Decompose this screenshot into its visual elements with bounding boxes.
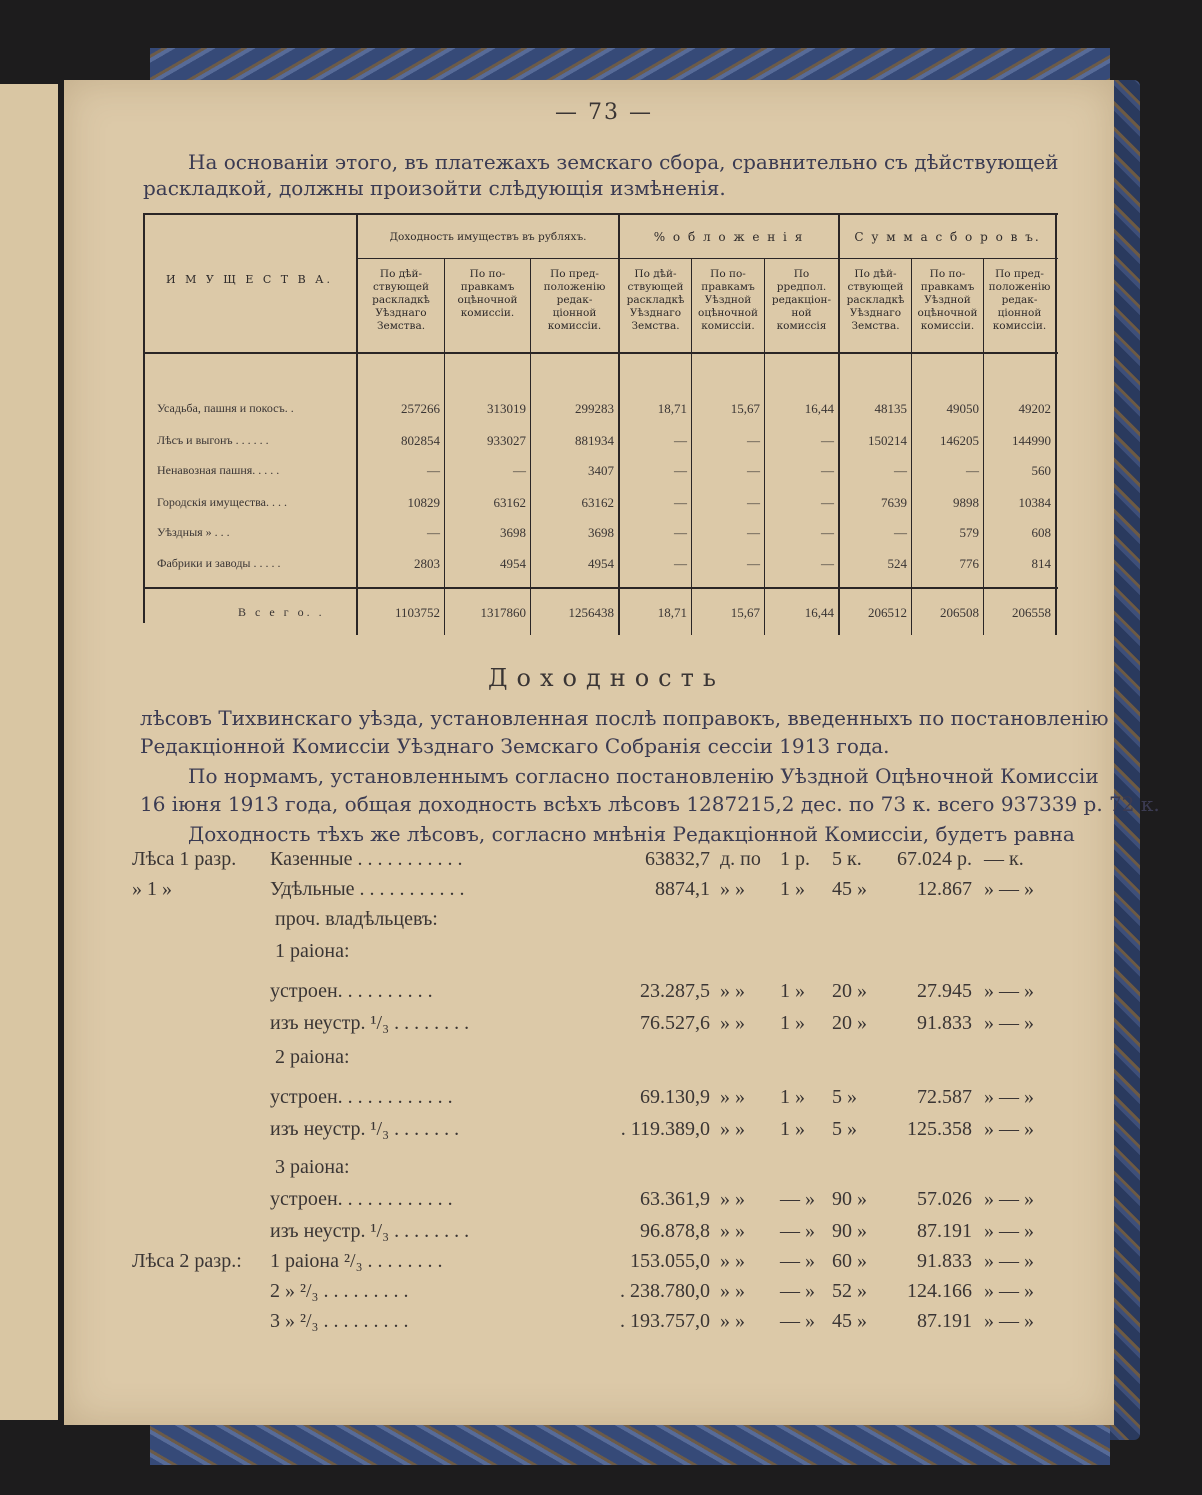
forest-unit: » »: [720, 1250, 745, 1272]
forest-rubles: 1 »: [780, 980, 805, 1002]
table-cell: —: [747, 556, 760, 571]
forest-kopecks: 90 »: [832, 1220, 867, 1242]
total-cell: 15,67: [730, 605, 760, 620]
table-cell: 146205: [940, 433, 979, 448]
total-cell: 206508: [940, 605, 979, 620]
table-cell: 881934: [575, 433, 614, 448]
forest-area: . 193.757,0: [620, 1310, 710, 1332]
forest-tail: » — »: [984, 1220, 1034, 1242]
table-cell: 10829: [407, 495, 440, 510]
table-cell: —: [821, 463, 834, 478]
table-cell: 144990: [1012, 433, 1051, 448]
forest-rubles: 1 »: [780, 878, 805, 900]
table-cell: 18,71: [657, 401, 687, 416]
forest-area: 23.287,5: [640, 980, 710, 1002]
forest-category: Лѣса 2 разр.:: [132, 1250, 242, 1272]
p2-line-2: 16 іюня 1913 года, общая доходность всѣхъ лѣсовъ 1287215,2 дес. по 73 к. всего 937339 р. 72 к.: [140, 792, 1160, 816]
table-cell: 48135: [874, 401, 907, 416]
forest-kopecks: 20 »: [832, 1012, 867, 1034]
forest-kopecks: 45 »: [832, 1310, 867, 1332]
forest-kopecks: 5 к.: [832, 848, 862, 870]
forest-unit: » »: [720, 1220, 745, 1242]
property-table: [143, 213, 1058, 635]
forest-unit: » »: [720, 1086, 745, 1108]
forest-sum: 91.833: [917, 1250, 972, 1272]
forest-item: 1 раіона:: [275, 940, 350, 962]
forest-tail: — к.: [984, 848, 1024, 870]
forest-tail: » — »: [984, 1118, 1034, 1140]
forest-rubles: — »: [780, 1310, 815, 1332]
table-cell: —: [674, 525, 687, 540]
table-cell: —: [674, 433, 687, 448]
group-header-income: Доходность имуществъ въ рубляхъ.: [389, 231, 587, 243]
forest-sum: 72.587: [917, 1086, 972, 1108]
forest-sum: 67.024 р.: [897, 848, 972, 870]
forest-tail: » — »: [984, 1086, 1034, 1108]
forest-area: . 238.780,0: [620, 1280, 710, 1302]
forest-kopecks: 20 »: [832, 980, 867, 1002]
forest-category: Лѣса 1 разр.: [132, 848, 237, 870]
forest-sum: 12.867: [917, 878, 972, 900]
forest-tail: » — »: [984, 1188, 1034, 1210]
intro-line-2: раскладкой, должны произойти слѣдующія измѣненія.: [143, 176, 726, 200]
forest-category: » 1 »: [132, 878, 172, 900]
table-cell: —: [821, 525, 834, 540]
forest-sum: 124.166: [907, 1280, 972, 1302]
table-cell: 15,67: [730, 401, 760, 416]
total-cell: 206512: [868, 605, 907, 620]
table-cell: 3698: [500, 525, 526, 540]
table-cell: 933027: [487, 433, 526, 448]
forest-unit: » »: [720, 1012, 745, 1034]
forest-area: . 119.389,0: [620, 1118, 710, 1140]
table-cell: 9898: [953, 495, 979, 510]
forest-item: 2 » ²/₃ . . . . . . . . .: [270, 1280, 409, 1302]
sub-header: По pредпол. редакціон- ной комиссія: [771, 268, 832, 332]
table-cell: 524: [887, 556, 907, 571]
forest-area: 8874,1: [655, 878, 710, 900]
table-cell: —: [674, 495, 687, 510]
table-cell: 63162: [493, 495, 526, 510]
table-cell: 313019: [487, 401, 526, 416]
sub-header: По по- правкамъ Уѣздной оцѣночной комиссіи.: [917, 268, 978, 332]
forest-kopecks: 90 »: [832, 1188, 867, 1210]
forest-rubles: — »: [780, 1188, 815, 1210]
sub-header: По по- правкамъ Уѣздной оцѣночной комиссіи.: [698, 268, 758, 332]
forest-rubles: 1 »: [780, 1012, 805, 1034]
table-cell: —: [427, 525, 440, 540]
forest-sum: 125.358: [907, 1118, 972, 1140]
forest-sum: 87.191: [917, 1310, 972, 1332]
forest-area: 96.878,8: [640, 1220, 710, 1242]
group-header-percent: % о б л о ж е н і я: [653, 230, 805, 244]
forest-unit: » »: [720, 1118, 745, 1140]
forest-sum: 57.026: [917, 1188, 972, 1210]
table-cell: 814: [1031, 556, 1051, 571]
table-cell: 150214: [868, 433, 907, 448]
table-cell: 4954: [588, 556, 614, 571]
forest-item: изъ неустр. ¹/₃ . . . . . . . .: [270, 1220, 470, 1242]
table-cell: 2803: [414, 556, 440, 571]
forest-sum: 87.191: [917, 1220, 972, 1242]
table-cell: 10384: [1018, 495, 1051, 510]
forest-item: 2 раіона:: [275, 1046, 350, 1068]
section-title: Доходность: [488, 664, 725, 692]
table-cell: —: [747, 495, 760, 510]
forest-sum: 91.833: [917, 1012, 972, 1034]
sub-header: По пред- положенію редак- ціонной комиссіи.: [988, 268, 1051, 332]
forest-sum: 27.945: [917, 980, 972, 1002]
p1-line-1: лѣсовъ Тихвинскаго уѣзда, установленная послѣ поправокъ, введенныхъ по постановленію: [140, 706, 1109, 730]
table-cell: 560: [1031, 463, 1051, 478]
forest-item: изъ неустр. ¹/₃ . . . . . . . .: [270, 1012, 470, 1034]
row-label: Городскія имущества. . . .: [157, 495, 287, 509]
forest-area: 76.527,6: [640, 1012, 710, 1034]
forest-area: 153.055,0: [630, 1250, 710, 1272]
forest-rubles: — »: [780, 1220, 815, 1242]
forest-unit: » »: [720, 1188, 745, 1210]
row-label: Уѣздныя » . . .: [157, 525, 230, 539]
forest-tail: » — »: [984, 980, 1034, 1002]
table-cell: 49050: [946, 401, 979, 416]
table-cell: 63162: [581, 495, 614, 510]
row-label: Фабрики и заводы . . . . .: [157, 556, 281, 570]
forest-item: Казенные . . . . . . . . . . .: [270, 848, 463, 870]
total-cell: 18,71: [657, 605, 687, 620]
forest-tail: » — »: [984, 1012, 1034, 1034]
table-cell: —: [966, 463, 979, 478]
row-label: Усадьба, пашня и покосъ. .: [157, 401, 294, 415]
forest-item: 3 » ²/₃ . . . . . . . . .: [270, 1310, 409, 1332]
forest-tail: » — »: [984, 878, 1034, 900]
table-cell: —: [747, 463, 760, 478]
table-cell: —: [674, 556, 687, 571]
sub-header: По дѣй- ствующей раскладкѣ Уѣзднаго Земства.: [372, 268, 430, 332]
forest-unit: » »: [720, 980, 745, 1002]
table-cell: —: [821, 556, 834, 571]
table-cell: 802854: [401, 433, 440, 448]
forest-unit: д. по: [720, 848, 761, 870]
forest-item: 1 раіона ²/₃ . . . . . . . .: [270, 1250, 443, 1272]
table-cell: —: [747, 433, 760, 448]
forest-rubles: — »: [780, 1280, 815, 1302]
p3-line-1: Доходность тѣхъ же лѣсовъ, согласно мнѣнія Редакціонной Комиссіи, будетъ равна: [188, 822, 1075, 846]
row-header: И М У Щ Е С Т В А.: [165, 273, 334, 286]
total-label: В с е г о. .: [238, 605, 325, 619]
p1-line-2: Редакціонной Комиссіи Уѣзднаго Земскаго Собранія сессіи 1913 года.: [140, 734, 890, 758]
group-header-sum: С у м м а с б о р о в ъ.: [854, 230, 1041, 244]
forest-item: Удѣльные . . . . . . . . . . .: [270, 878, 465, 900]
table-cell: —: [821, 433, 834, 448]
forest-item: изъ неустр. ¹/₃ . . . . . . .: [270, 1118, 460, 1140]
sub-header: По дѣй- ствующей раскладкѣ Уѣзднаго Земства.: [626, 268, 685, 332]
sub-header: По дѣй- ствующей раскладкѣ Уѣзднаго Земства.: [846, 268, 905, 332]
table-cell: 3698: [588, 525, 614, 540]
total-cell: 206558: [1012, 605, 1051, 620]
table-cell: 3407: [588, 463, 614, 478]
forest-item: устроен. . . . . . . . . . . .: [270, 1188, 453, 1210]
forest-item: устроен. . . . . . . . . . . .: [270, 1086, 453, 1108]
table-cell: 299283: [575, 401, 614, 416]
table-cell: 49202: [1018, 401, 1051, 416]
forest-unit: » »: [720, 1280, 745, 1302]
sub-header: По пред- положенію редак- ціонной комиссіи.: [543, 268, 606, 332]
forest-item: 3 раіона:: [275, 1156, 350, 1178]
table-cell: —: [513, 463, 526, 478]
table-cell: —: [821, 495, 834, 510]
table-cell: —: [747, 525, 760, 540]
intro-line-1: На основаніи этого, въ платежахъ земскаго сбора, сравнительно съ дѣйствующей: [188, 150, 1059, 174]
table-cell: —: [427, 463, 440, 478]
forest-area: 69.130,9: [640, 1086, 710, 1108]
table-cell: —: [894, 525, 907, 540]
row-label: Ненавозная пашня. . . . .: [157, 463, 280, 477]
total-cell: 16,44: [804, 605, 834, 620]
forest-rubles: — »: [780, 1250, 815, 1272]
sub-header: По по- правкамъ оцѣночной комиссіи.: [457, 268, 518, 319]
p2-line-1: По нормамъ, установленнымъ согласно постановленію Уѣздной Оцѣночной Комиссіи: [188, 764, 1099, 788]
forest-tail: » — »: [984, 1310, 1034, 1332]
forest-kopecks: 5 »: [832, 1118, 857, 1140]
forest-kopecks: 45 »: [832, 878, 867, 900]
table-cell: —: [894, 463, 907, 478]
table-cell: 579: [959, 525, 979, 540]
table-cell: 776: [959, 556, 979, 571]
table-cell: 4954: [500, 556, 526, 571]
forest-tail: » — »: [984, 1280, 1034, 1302]
forest-area: 63.361,9: [640, 1188, 710, 1210]
table-cell: 7639: [881, 495, 907, 510]
table-cell: —: [674, 463, 687, 478]
row-label: Лѣсъ и выгонъ . . . . . .: [157, 433, 269, 447]
total-cell: 1317860: [480, 605, 526, 620]
forest-unit: » »: [720, 1310, 745, 1332]
forest-tail: » — »: [984, 1250, 1034, 1272]
total-cell: 1256438: [568, 605, 614, 620]
forest-item: проч. владѣльцевъ:: [275, 908, 438, 930]
forest-rubles: 1 »: [780, 1086, 805, 1108]
forest-rubles: 1 р.: [780, 848, 810, 870]
forest-kopecks: 52 »: [832, 1280, 867, 1302]
forest-area: 63832,7: [645, 848, 710, 870]
table-cell: 608: [1031, 525, 1051, 540]
left-page-edge: [0, 84, 58, 1420]
total-cell: 1103752: [394, 605, 440, 620]
forest-kopecks: 60 »: [832, 1250, 867, 1272]
forest-rubles: 1 »: [780, 1118, 805, 1140]
forest-item: устроен. . . . . . . . . .: [270, 980, 433, 1002]
forest-kopecks: 5 »: [832, 1086, 857, 1108]
cover-edge-bottom: [150, 1425, 1110, 1465]
page-number: — 73 —: [555, 100, 653, 125]
table-cell: 257266: [401, 401, 440, 416]
forest-unit: » »: [720, 878, 745, 900]
table-cell: 16,44: [804, 401, 834, 416]
